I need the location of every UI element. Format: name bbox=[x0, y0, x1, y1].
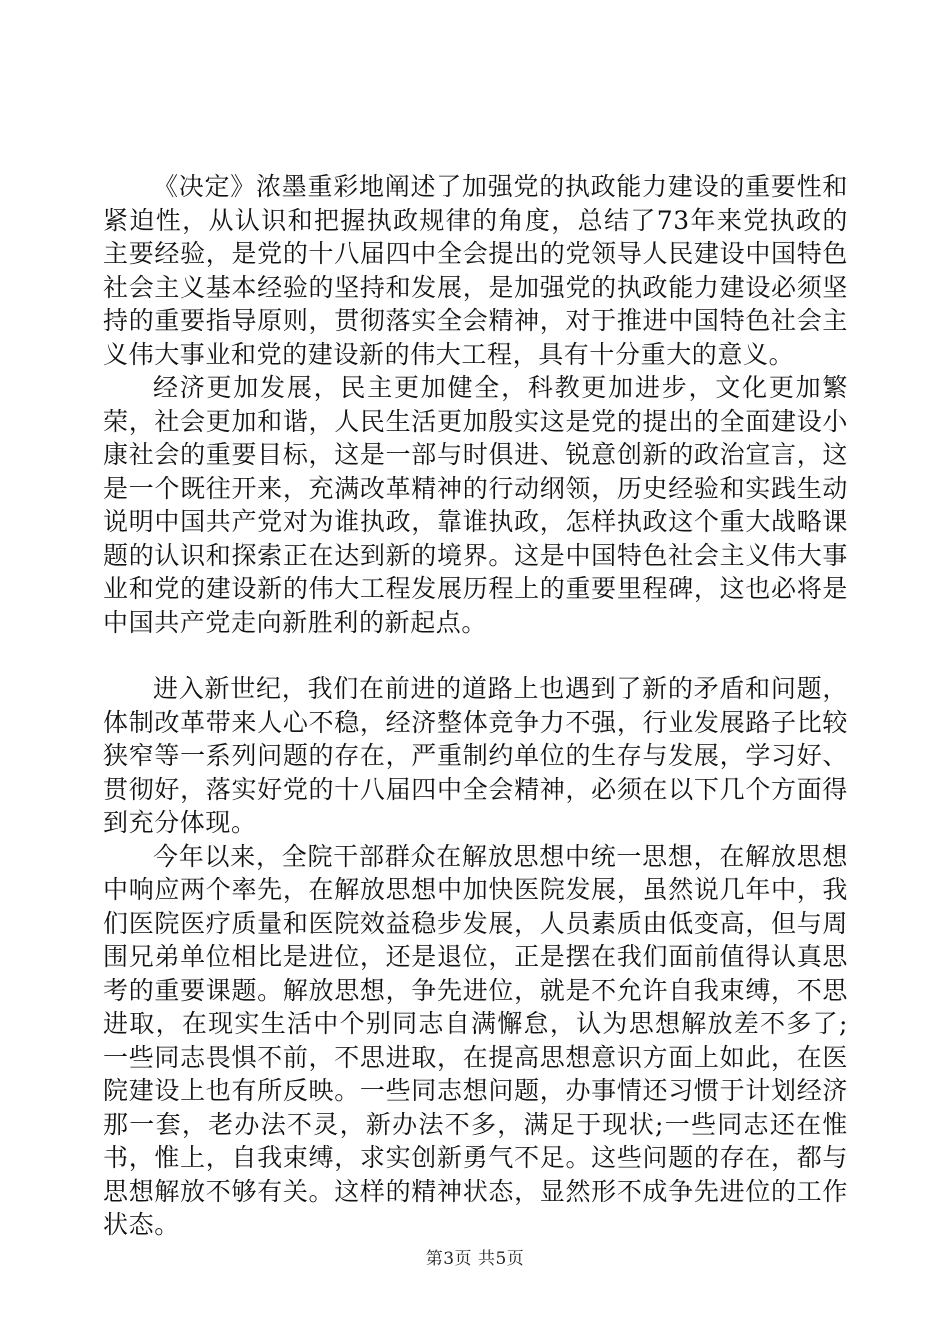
document-body bbox=[103, 170, 848, 1242]
paragraph-xiaokang-goals: 经济更加发展，民主更加健全，科教更加进步，文化更加繁荣，社会更加和谐，人民生活更加殷实这是党的提出的全面建设小康社会的重要目标，这是一部与时俱进、锐意创新的政治宣言，这是一个既往开来，充满改革精神的行动纲领，历史经验和实践生动说明中国共产党对为谁执政，靠谁执政，怎样执政这个重大战略课题的认识和探索正在达到新的境界。这是中国特色社会主义伟大事业和党的建设新的伟大工程发展历程上的重要里程碑，这也必将是中国共产党走向新胜利的新起点。 bbox=[103, 373, 848, 637]
page-number-footer: 第3页 共5页 bbox=[425, 1249, 525, 1269]
paragraph-hospital-emancipation: 今年以来，全院干部群众在解放思想中统一思想，在解放思想中响应两个率先，在解放思想中加快医院发展，虽然说几年中，我们医院医疗质量和医院效益稳步发展，人员素质由低变高，但与周围兄弟单位相比是进位，还是退位，正是摆在我们面前值得认真思考的重要课题。解放思想，争先进位，就是不允许自我束缚，不思进取，在现实生活中个别同志自满懈怠，认为思想解放差不多了;一些同志畏惧不前，不思进取，在提高思想意识方面上如此，在医院建设上也有所反映。一些同志想问题，办事情还习惯于计划经济那一套，老办法不灵，新办法不多，满足于现状;一些同志还在惟书，惟上，自我束缚，求实创新勇气不足。这些问题的存在，都与思想解放不够有关。这样的精神状态，显然形不成争先进位的工作状态。 bbox=[103, 841, 848, 1239]
paragraph-decision-significance: 《决定》浓墨重彩地阐述了加强党的执政能力建设的重要性和紧迫性，从认识和把握执政规律的角度，总结了73年来党执政的主要经验，是党的十八届四中全会提出的党领导人民建设中国特色社会主义基本经验的坚持和发展，是加强党的执政能力建设必须坚持的重要指导原则，贯彻落实全会精神，对于推进中国特色社会主义伟大事业和党的建设新的伟大工程，具有十分重大的意义。 bbox=[103, 172, 848, 369]
paragraph-new-century-problems: 进入新世纪，我们在前进的道路上也遇到了新的矛盾和问题，体制改革带来人心不稳，经济整体竞争力不强，行业发展路子比较狭窄等一系列问题的存在，严重制约单位的生存与发展，学习好、贯彻好，落实好党的十八届四中全会精神，必须在以下几个方面得到充分体现。 bbox=[103, 674, 848, 837]
